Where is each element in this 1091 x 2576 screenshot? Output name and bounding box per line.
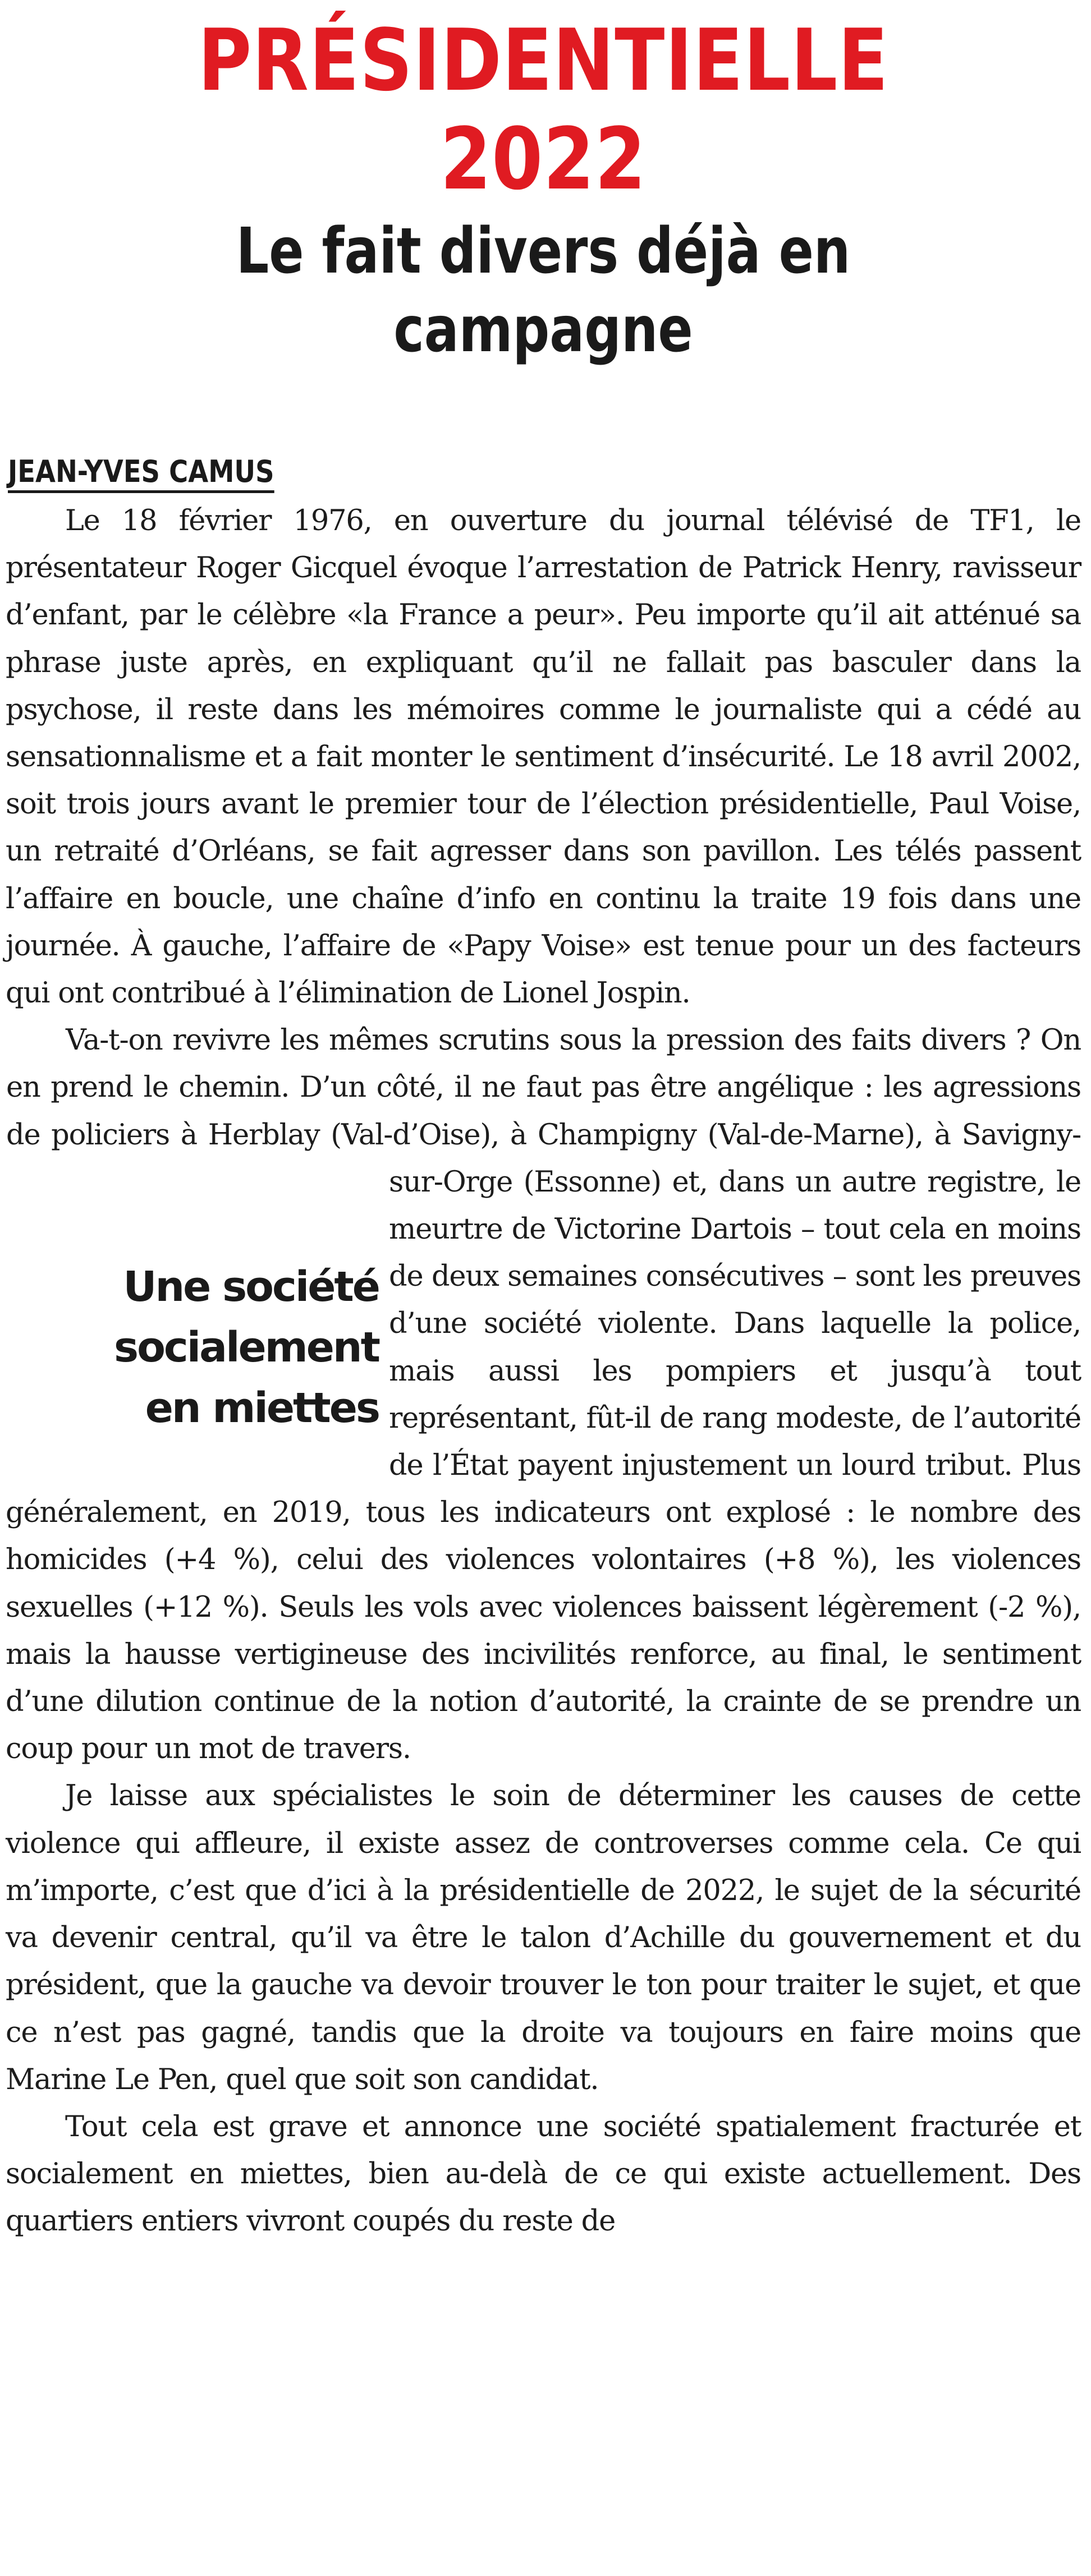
paragraph-1: Le 18 février 1976, en ouverture du journal télévisé de TF1, le présentateur Roger Gicquel évoque l’arrestation de Patrick Henry, ravisseur d’enfant, par le célèbre «la France a peur». Peu importe qu’il ait atténué sa phrase juste après, en expliquant qu’il ne fallait pas basculer dans la psychose, il reste dans les mémoires comme le journaliste qui a cédé au sensationnalisme et a fait monter le sentiment d’insécurité. Le 18 avril 2002, soit trois jours avant le premier tour de l’élection présidentielle, Paul Voise, un retraité d’Orléans, se fait agresser dans son pavillon. Les télés passent l’affaire en boucle, une chaîne d’info en continu la traite 19 fois dans une journée. À gauche, l’affaire de «Papy Voise» est tenue pour un des facteurs qui ont contribué à l’élimination de Lionel Jospin. [6,504,1081,1010]
headline-line-1: PRÉSIDENTIELLE [198,11,889,110]
pull-quote-line-3: en miettes [145,1384,379,1433]
headline [81,11,1006,209]
subtitle: Le fait divers déjà en campagne [236,215,851,366]
paragraph-4: Tout cela est grave et annonce une société spatialement fracturée et socialement en miettes, bien au-delà de ce qui existe actuellement. Des quartiers entiers vivront coupés du reste de [6,2110,1081,2238]
byline: JEAN-YVES CAMUS [8,453,274,493]
pull-quote-line-1: Une société [123,1263,379,1312]
headline-line-2: 2022 [440,109,647,209]
paragraph-3: Je laisse aux spécialistes le soin de déterminer les causes de cette violence qui affleure, il existe assez de controverses comme cela. Ce qui m’importe, c’est que d’ici à la présidentielle de 2022, le sujet de la sécurité va devenir central, qu’il va être le talon d’Achille du gouvernement et du président, que la gauche va devoir trouver le ton pour traiter le sujet, et que ce n’est pas gagné, tandis que la droite va toujours en faire moins que Marine Le Pen, quel que soit son candidat. [6,1779,1081,2096]
article-body [6,498,1081,2246]
pull-quote [6,1206,379,1475]
paragraph-2 [6,1017,1081,1773]
paragraph-2-text: Va-t-on revivre les mêmes scrutins sous la pression des faits divers ? On en prend le chemin. D’un côté, il ne faut pas être angélique : les agressions de policiers à Herblay (Val-d’Oise), à Champigny (Val-de-Marne), à Savigny-sur-Orge (Essonne) et, dans un autre registre, le meurtre de Victorine Dartois – tout cela en moins de deux semaines consécutives – sont les preuves d’une société violente. Dans laquelle la police, mais aussi les pompiers et jusqu’à tout représentant, fût-il de rang modeste, de l’autorité de l’État payent injustement un lourd tribut. Plus généralement, en 2019, tous les indicateurs ont explosé : le nombre des homicides (+4 %), celui des violences volontaires (+8 %), les violences sexuelles (+12 %). Seuls les vols avec violences baissent légèrement (-2 %), mais la hausse vertigineuse des incivilités renforce, au final, le sentiment d’une dilution continue de la notion d’autorité, la crainte de se prendre un coup pour un mot de travers. [6,1024,1081,1766]
pull-quote-line-2: socialement [114,1323,379,1372]
